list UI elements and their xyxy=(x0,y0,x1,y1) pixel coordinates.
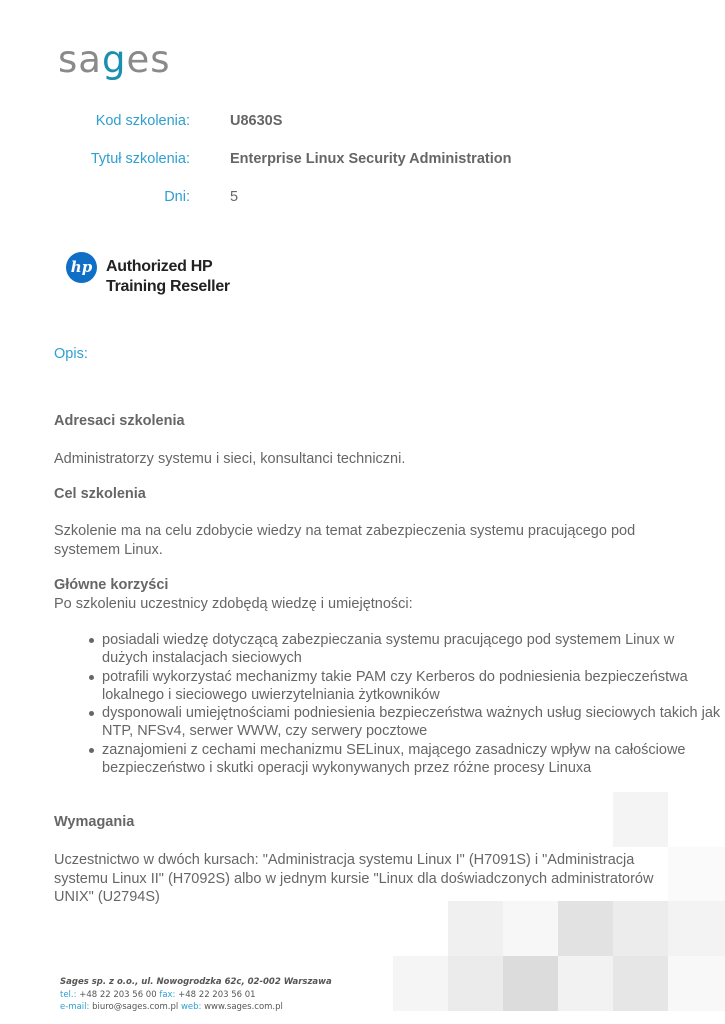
hp-reseller-badge xyxy=(66,252,246,300)
course-title-label: Tytuł szkolenia: xyxy=(90,151,190,167)
requirements-heading: Wymagania xyxy=(54,814,135,830)
web-link[interactable]: www.sages.com.pl xyxy=(204,1002,283,1012)
benefits-list xyxy=(54,631,722,777)
badge-line-2: Training Reseller xyxy=(106,278,230,295)
benefits-intro: Po szkoleniu uczestnicy zdobędą wiedzę i umiejętności: xyxy=(54,596,413,612)
web-label: web: xyxy=(180,1002,202,1012)
course-days-label: Dni: xyxy=(164,189,190,205)
footer-phone-line xyxy=(60,990,256,1000)
benefits-heading: Główne korzyści xyxy=(54,577,169,593)
list-item: zaznajomieni z cechami mechanizmu SELinux, mającego zasadniczy wpływ na całościowe bezpieczeństwo i skutki operacji wykonywanych przez różne procesy Linuxa xyxy=(102,741,722,778)
email-link[interactable]: biuro@sages.com.pl xyxy=(92,1002,179,1012)
audience-text: Administratorzy systemu i sieci, konsultanci techniczni. xyxy=(54,451,406,467)
list-item: potrafili wykorzystać mechanizmy takie PAM czy Kerberos do podniesienia bezpieczeństwa lokalnego i sieciowego uwierzytelniania żytkowników xyxy=(102,668,722,705)
fax-value: +48 22 203 56 01 xyxy=(178,990,256,1000)
tel-value: +48 22 203 56 00 xyxy=(79,990,157,1000)
course-title-value: Enterprise Linux Security Administration xyxy=(230,151,512,167)
audience-heading: Adresaci szkolenia xyxy=(54,413,185,429)
tel-label: tel.: xyxy=(60,990,77,1000)
fax-label: fax: xyxy=(159,990,176,1000)
course-code-label: Kod szkolenia: xyxy=(95,113,190,129)
badge-line-1: Authorized HP xyxy=(106,258,213,275)
requirements-text: Uczestnictwo w dwóch kursach: "Administracja systemu Linux I" (H7091S) i "Administracja systemu Linux II" (H7092S) albo w jednym kursie "Linux dla doświadczonych administratorów UNIX" (U2794S) xyxy=(54,852,654,905)
list-item: posiadali wiedzę dotyczącą zabezpieczania systemu pracującego pod systemem Linux w dużych instalacjach sieciowych xyxy=(102,631,722,668)
footer-contact-line xyxy=(60,1002,283,1012)
email-label: e-mail: xyxy=(60,1002,90,1012)
list-item: dysponowali umiejętnościami podniesienia bezpieczeństwa ważnych usług sieciowych takich jak NTP, NFSv4, serwer WWW, czy serwery pocztowe xyxy=(102,705,721,740)
logo-g: g xyxy=(101,38,127,81)
logo-suffix: es xyxy=(126,38,171,81)
logo-prefix: sa xyxy=(58,38,102,81)
sages-logo xyxy=(58,38,171,81)
course-code-value: U8630S xyxy=(230,113,283,129)
footer-company: Sages sp. z o.o., ul. Nowogrodzka 62c, 02-002 Warszawa xyxy=(60,977,332,987)
hp-logo-icon: hp xyxy=(66,252,97,283)
description-label: Opis: xyxy=(54,346,88,362)
goal-text: Szkolenie ma na celu zdobycie wiedzy na temat zabezpieczenia systemu pracującego pod systemem Linux. xyxy=(54,523,636,558)
goal-heading: Cel szkolenia xyxy=(54,486,146,502)
course-days-value: 5 xyxy=(230,189,239,205)
